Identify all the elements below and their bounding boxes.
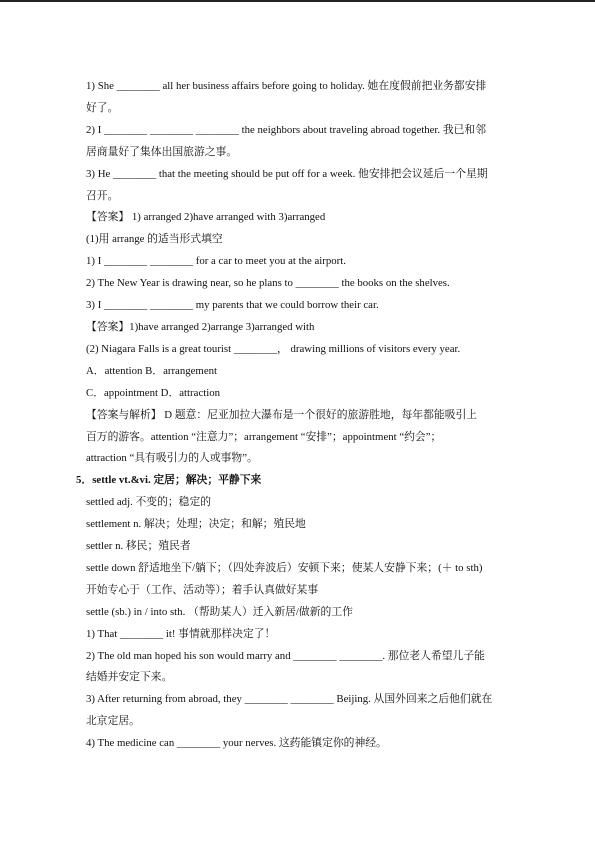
text-line: 3) After returning from abroad, they ________ ________ Beijing. 从国外回来之后他们就在 (86, 693, 493, 706)
definition-line: settle (sb.) in / into sth. （帮助某人）迁入新居/做新的工作 (86, 605, 353, 618)
text-line: 3) I ________ ________ my parents that we could borrow their car. (86, 299, 379, 312)
text-line: 居商量好了集体出国旅游之事。 (86, 145, 238, 158)
text-line: 3) He ________ that the meeting should be put off for a week. 他安排把会议延后一个星期 (86, 167, 488, 180)
definition-line: settlement n. 解决；处理；决定；和解；殖民地 (86, 518, 306, 531)
text-line: 1) I ________ ________ for a car to meet you at the airport. (86, 255, 346, 268)
text-line: 好了。 (86, 101, 119, 114)
answer-line: 【答案】 1) arranged 2)have arranged with 3)arranged (86, 211, 326, 224)
exercise-heading: (1)用 arrange 的适当形式填空 (86, 233, 223, 246)
text-line: 1) She ________ all her business affairs before going to holiday. 她在度假前把业务都安排 (86, 80, 487, 92)
page-top-border (0, 0, 595, 2)
definition-line: settle down 舒适地坐下/躺下；（四处奔波后）安顿下来；使某人安静下来；(＋ to sth) (86, 561, 483, 574)
text-line: 2) The old man hoped his son would marry and ________ ________. 那位老人希望儿子能 (86, 649, 485, 662)
text-line: 结婚并安定下来。 (86, 671, 173, 684)
text-line: 2) I ________ ________ ________ the neighbors about traveling abroad together. 我已和邻 (86, 123, 487, 136)
text-line: 召开。 (86, 189, 119, 202)
document-body (76, 76, 542, 755)
option-line: A．attention B．arrangement (86, 364, 218, 377)
answer-explanation-line: 百万的游客。attention “注意力”；arrangement “安排”；appointment “约会”； (86, 430, 442, 443)
text-line: 北京定居。 (86, 715, 140, 728)
text-line: 2) The New Year is drawing near, so he plans to ________ the books on the shelves. (86, 277, 450, 290)
question-line: (2) Niagara Falls is a great tourist ________， drawing millions of visitors every year. (86, 342, 461, 355)
text-line: 1) That ________ it! 事情就那样决定了！ (86, 627, 276, 640)
definition-line: 开始专心于（工作、活动等）；着手认真做好某事 (86, 583, 319, 596)
answer-line: 【答案】1)have arranged 2)arrange 3)arranged with (86, 320, 315, 333)
option-line: C．appointment D．attraction (86, 386, 221, 399)
definition-line: settled adj. 不变的；稳定的 (86, 496, 212, 509)
answer-explanation-line: 【答案与解析】 D 题意：尼亚加拉大瀑布是一个很好的旅游胜地，每年都能吸引上 (86, 408, 478, 421)
answer-explanation-line: attraction “具有吸引力的人或事物”。 (86, 452, 258, 465)
section-heading: 5．settle vt.&vi. 定居；解决；平静下来 (76, 474, 262, 487)
text-line: 4) The medicine can ________ your nerves. 这药能镇定你的神经。 (86, 737, 387, 750)
definition-line: settler n. 移民；殖民者 (86, 540, 191, 553)
